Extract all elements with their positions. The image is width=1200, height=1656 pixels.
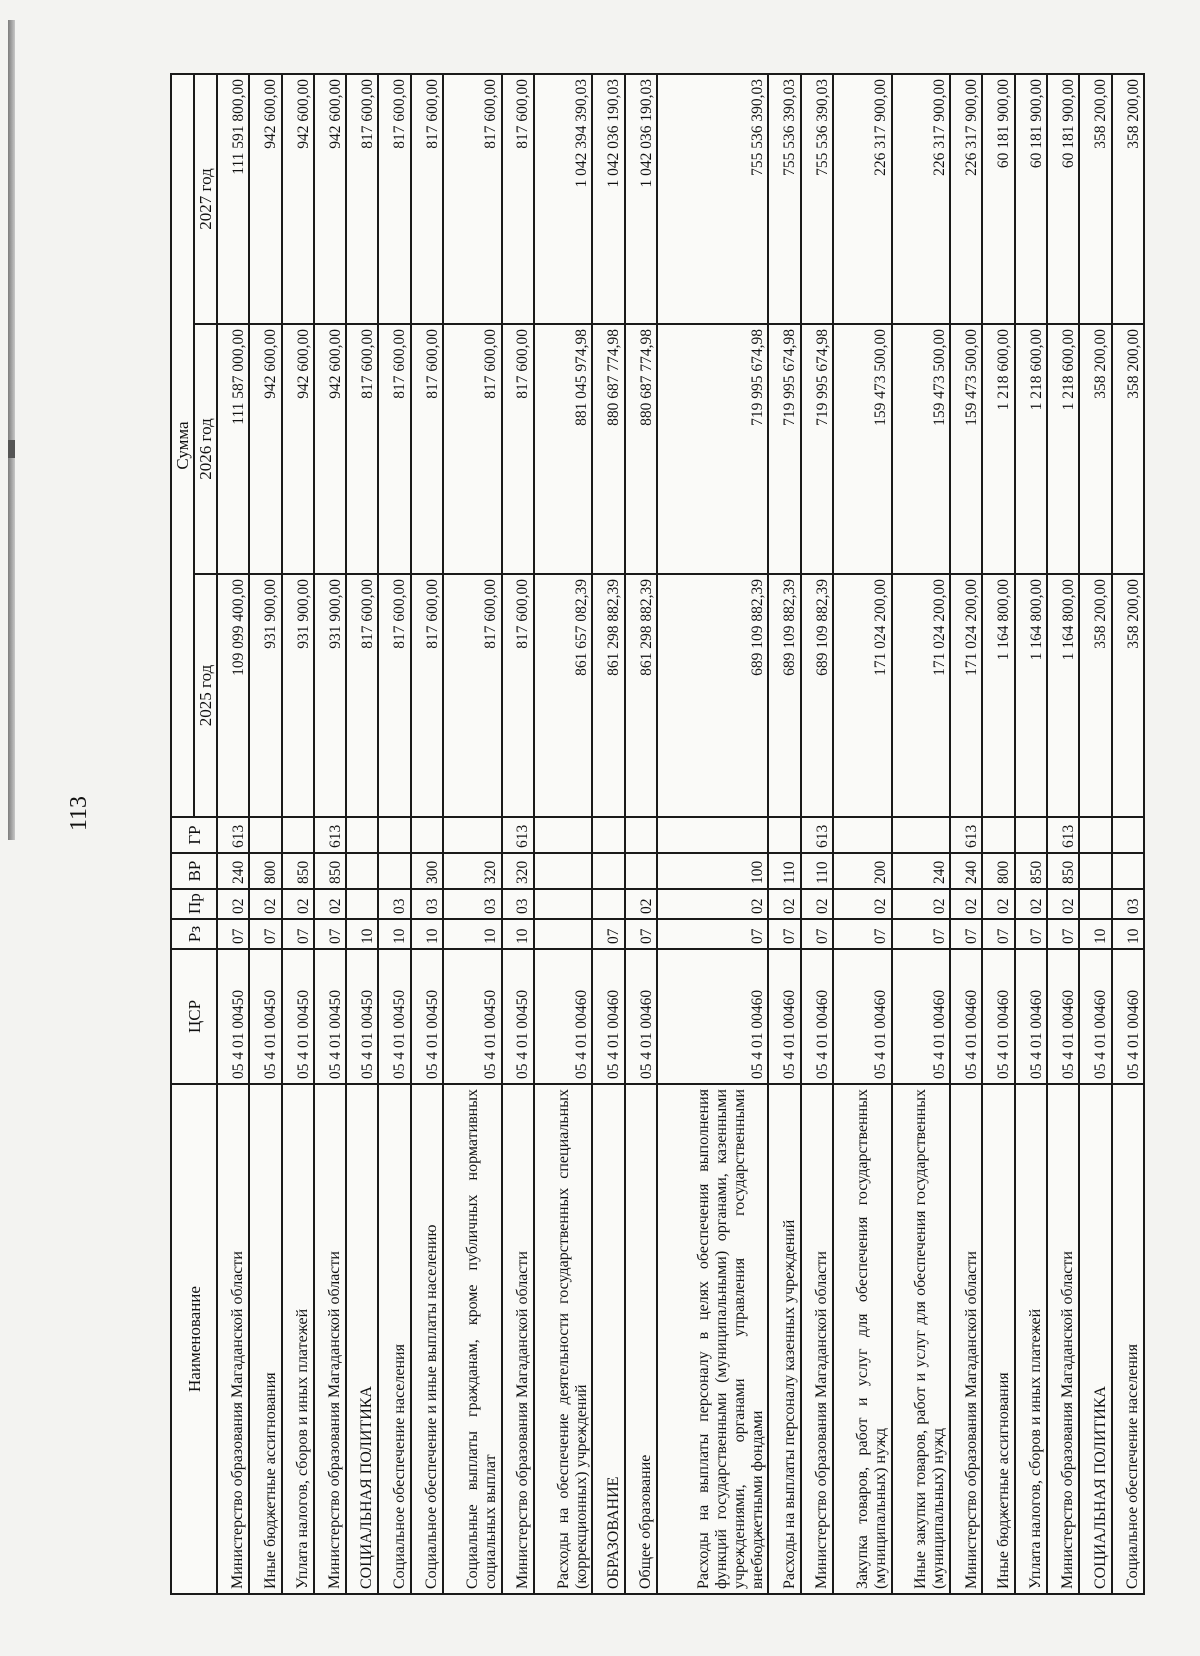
row-sum-2026: 159 473 500,00: [950, 324, 982, 574]
table-row: [217, 74, 249, 1594]
header-pr: Пр: [171, 889, 217, 919]
header-rz: Рз: [171, 919, 217, 949]
row-gr: [1015, 817, 1047, 853]
table-row: [982, 74, 1014, 1594]
row-gr: [625, 817, 657, 853]
row-sum-2026: 880 687 774,98: [592, 324, 624, 574]
row-csr: 05 4 01 00460: [1015, 949, 1047, 1084]
row-name: Уплата налогов, сборов и иных платежей: [1015, 1084, 1047, 1594]
table-row: [892, 74, 951, 1594]
row-vr: [534, 853, 593, 889]
row-name: Общее образование: [625, 1084, 657, 1594]
header-year-2025: 2025 год: [194, 574, 217, 817]
row-pr: 02: [282, 889, 314, 919]
row-sum-2026: 817 600,00: [378, 324, 410, 574]
row-sum-2025: 817 600,00: [502, 574, 534, 817]
table-row: [625, 74, 657, 1594]
row-vr: 800: [982, 853, 1014, 889]
row-gr: [378, 817, 410, 853]
row-sum-2026: 358 200,00: [1079, 324, 1111, 574]
row-rz: 10: [411, 919, 443, 949]
row-vr: 200: [833, 853, 892, 889]
row-sum-2025: 109 099 400,00: [217, 574, 249, 817]
row-rz: 07: [282, 919, 314, 949]
row-gr: 613: [502, 817, 534, 853]
row-sum-2025: 817 600,00: [346, 574, 378, 817]
row-sum-2027: 1 042 036 190,03: [625, 74, 657, 324]
row-vr: [346, 853, 378, 889]
table-row: [1015, 74, 1047, 1594]
row-pr: 02: [625, 889, 657, 919]
row-pr: [534, 889, 593, 919]
row-name: Иные закупки товаров, работ и услуг для обеспечения государственных (муниципальных) нужд: [892, 1084, 951, 1594]
row-pr: 03: [411, 889, 443, 919]
row-name: СОЦИАЛЬНАЯ ПОЛИТИКА: [1079, 1084, 1111, 1594]
row-sum-2027: 817 600,00: [378, 74, 410, 324]
row-csr: 05 4 01 00460: [625, 949, 657, 1084]
row-vr: 850: [1015, 853, 1047, 889]
row-csr: 05 4 01 00460: [982, 949, 1014, 1084]
row-sum-2027: 942 600,00: [249, 74, 281, 324]
row-csr: 05 4 01 00460: [1112, 949, 1144, 1084]
row-sum-2027: 817 600,00: [411, 74, 443, 324]
row-sum-2025: 689 109 882,39: [768, 574, 800, 817]
table-row: [502, 74, 534, 1594]
row-csr: 05 4 01 00460: [534, 949, 593, 1084]
row-sum-2027: 1 042 036 190,03: [592, 74, 624, 324]
row-gr: 613: [314, 817, 346, 853]
row-gr: [592, 817, 624, 853]
table-row: [1047, 74, 1079, 1594]
row-name: Социальное обеспечение населения: [1112, 1084, 1144, 1594]
row-csr: 05 4 01 00450: [346, 949, 378, 1084]
row-csr: 05 4 01 00460: [657, 949, 768, 1084]
row-sum-2026: 942 600,00: [314, 324, 346, 574]
row-sum-2026: 942 600,00: [249, 324, 281, 574]
row-vr: 110: [801, 853, 833, 889]
row-vr: 850: [314, 853, 346, 889]
table-row: [443, 74, 502, 1594]
row-name: Уплата налогов, сборов и иных платежей: [282, 1084, 314, 1594]
row-pr: 02: [768, 889, 800, 919]
row-gr: 613: [950, 817, 982, 853]
row-sum-2025: 1 164 800,00: [1015, 574, 1047, 817]
row-vr: [1112, 853, 1144, 889]
row-pr: 02: [217, 889, 249, 919]
row-rz: 10: [378, 919, 410, 949]
header-year-2026: 2026 год: [194, 324, 217, 574]
row-sum-2027: 60 181 900,00: [982, 74, 1014, 324]
table-row: [1112, 74, 1144, 1594]
row-csr: 05 4 01 00450: [217, 949, 249, 1084]
row-gr: [443, 817, 502, 853]
row-pr: 02: [657, 889, 768, 919]
row-vr: 850: [282, 853, 314, 889]
table-row: [411, 74, 443, 1594]
scan-edge-mark: [8, 440, 15, 458]
row-gr: [282, 817, 314, 853]
row-pr: 02: [892, 889, 951, 919]
row-csr: 05 4 01 00450: [443, 949, 502, 1084]
row-rz: 07: [768, 919, 800, 949]
row-name: Социальное обеспечение и иные выплаты населению: [411, 1084, 443, 1594]
row-name: ОБРАЗОВАНИЕ: [592, 1084, 624, 1594]
row-vr: [378, 853, 410, 889]
row-sum-2027: 226 317 900,00: [892, 74, 951, 324]
row-pr: 02: [801, 889, 833, 919]
table-row: [249, 74, 281, 1594]
row-sum-2026: 881 045 974,98: [534, 324, 593, 574]
row-csr: 05 4 01 00460: [892, 949, 951, 1084]
row-vr: 100: [657, 853, 768, 889]
row-gr: [1079, 817, 1111, 853]
row-rz: 07: [657, 919, 768, 949]
header-name: Наименование: [171, 1084, 217, 1594]
row-rz: 07: [950, 919, 982, 949]
row-gr: [411, 817, 443, 853]
row-rz: [534, 919, 593, 949]
row-gr: [768, 817, 800, 853]
row-sum-2026: 817 600,00: [346, 324, 378, 574]
row-sum-2025: 931 900,00: [314, 574, 346, 817]
row-sum-2027: 60 181 900,00: [1015, 74, 1047, 324]
row-name: Иные бюджетные ассигнования: [982, 1084, 1014, 1594]
row-sum-2027: 358 200,00: [1079, 74, 1111, 324]
row-rz: 07: [314, 919, 346, 949]
row-rz: 07: [249, 919, 281, 949]
scan-edge-shadow: [8, 20, 15, 840]
row-pr: [346, 889, 378, 919]
row-sum-2025: 358 200,00: [1079, 574, 1111, 817]
row-sum-2027: 817 600,00: [502, 74, 534, 324]
row-name: Расходы на выплаты персоналу в целях обеспечения выполнения функций государственными (муниципальными) органами, казенными учреждениями, органами управления государственными внебюджетными фондами: [657, 1084, 768, 1594]
row-vr: 300: [411, 853, 443, 889]
row-sum-2026: 817 600,00: [502, 324, 534, 574]
row-csr: 05 4 01 00460: [1047, 949, 1079, 1084]
header-vr: ВР: [171, 853, 217, 889]
row-name: Министерство образования Магаданской области: [950, 1084, 982, 1594]
row-sum-2026: 1 218 600,00: [1047, 324, 1079, 574]
table-row: [1079, 74, 1111, 1594]
row-rz: 10: [502, 919, 534, 949]
rotated-sheet: [170, 75, 1145, 1595]
row-rz: 07: [625, 919, 657, 949]
row-csr: 05 4 01 00460: [768, 949, 800, 1084]
row-sum-2026: 817 600,00: [411, 324, 443, 574]
row-name: Министерство образования Магаданской области: [217, 1084, 249, 1594]
row-vr: [1079, 853, 1111, 889]
row-rz: 10: [346, 919, 378, 949]
row-vr: 240: [892, 853, 951, 889]
row-rz: 07: [217, 919, 249, 949]
row-sum-2025: 817 600,00: [411, 574, 443, 817]
row-gr: [833, 817, 892, 853]
row-gr: [1112, 817, 1144, 853]
row-sum-2027: 755 536 390,03: [801, 74, 833, 324]
row-sum-2026: 1 218 600,00: [982, 324, 1014, 574]
row-name: Министерство образования Магаданской области: [502, 1084, 534, 1594]
row-vr: 320: [443, 853, 502, 889]
row-sum-2025: 1 164 800,00: [1047, 574, 1079, 817]
page-number: 113: [66, 795, 93, 832]
row-sum-2025: 861 298 882,39: [625, 574, 657, 817]
row-rz: 07: [1047, 919, 1079, 949]
row-sum-2025: 171 024 200,00: [833, 574, 892, 817]
table-row: [314, 74, 346, 1594]
row-csr: 05 4 01 00460: [950, 949, 982, 1084]
row-sum-2027: 226 317 900,00: [950, 74, 982, 324]
row-name: Министерство образования Магаданской области: [801, 1084, 833, 1594]
row-sum-2026: 719 995 674,98: [768, 324, 800, 574]
row-sum-2025: 861 657 082,39: [534, 574, 593, 817]
row-pr: 02: [833, 889, 892, 919]
row-sum-2025: 931 900,00: [249, 574, 281, 817]
header-sum: Сумма: [171, 74, 194, 817]
row-name: Закупка товаров, работ и услуг для обеспечения государственных (муниципальных) нужд: [833, 1084, 892, 1594]
row-sum-2026: 817 600,00: [443, 324, 502, 574]
row-vr: [625, 853, 657, 889]
row-gr: [982, 817, 1014, 853]
row-sum-2026: 159 473 500,00: [833, 324, 892, 574]
row-vr: 800: [249, 853, 281, 889]
row-vr: 240: [217, 853, 249, 889]
row-sum-2026: 880 687 774,98: [625, 324, 657, 574]
table-row: [950, 74, 982, 1594]
row-vr: 850: [1047, 853, 1079, 889]
row-csr: 05 4 01 00450: [378, 949, 410, 1084]
header-year-2027: 2027 год: [194, 74, 217, 324]
row-pr: 03: [502, 889, 534, 919]
row-sum-2027: 226 317 900,00: [833, 74, 892, 324]
row-sum-2025: 861 298 882,39: [592, 574, 624, 817]
row-pr: 02: [249, 889, 281, 919]
row-csr: 05 4 01 00450: [249, 949, 281, 1084]
row-vr: 240: [950, 853, 982, 889]
row-rz: 10: [1112, 919, 1144, 949]
row-rz: 07: [1015, 919, 1047, 949]
row-sum-2027: 358 200,00: [1112, 74, 1144, 324]
row-pr: 02: [1047, 889, 1079, 919]
row-sum-2027: 817 600,00: [346, 74, 378, 324]
table-body: [217, 74, 1144, 1594]
row-pr: [1079, 889, 1111, 919]
row-csr: 05 4 01 00460: [592, 949, 624, 1084]
row-sum-2026: 719 995 674,98: [657, 324, 768, 574]
row-sum-2025: 817 600,00: [378, 574, 410, 817]
row-csr: 05 4 01 00460: [833, 949, 892, 1084]
row-name: Социальное обеспечение населения: [378, 1084, 410, 1594]
row-gr: [249, 817, 281, 853]
row-pr: 03: [1112, 889, 1144, 919]
row-sum-2025: 817 600,00: [443, 574, 502, 817]
row-pr: 02: [314, 889, 346, 919]
row-sum-2025: 171 024 200,00: [950, 574, 982, 817]
row-name: Министерство образования Магаданской области: [1047, 1084, 1079, 1594]
row-vr: 320: [502, 853, 534, 889]
row-rz: 10: [1079, 919, 1111, 949]
row-sum-2025: 1 164 800,00: [982, 574, 1014, 817]
row-name: Социальные выплаты гражданам, кроме публичных нормативных социальных выплат: [443, 1084, 502, 1594]
row-gr: [892, 817, 951, 853]
row-sum-2026: 159 473 500,00: [892, 324, 951, 574]
row-gr: 613: [217, 817, 249, 853]
row-csr: 05 4 01 00460: [1079, 949, 1111, 1084]
table-row: [657, 74, 768, 1594]
row-pr: 03: [378, 889, 410, 919]
row-rz: 07: [833, 919, 892, 949]
table-row: [346, 74, 378, 1594]
row-sum-2026: 358 200,00: [1112, 324, 1144, 574]
table-row: [833, 74, 892, 1594]
table-row: [534, 74, 593, 1594]
table-row: [768, 74, 800, 1594]
row-csr: 05 4 01 00460: [801, 949, 833, 1084]
row-rz: 10: [443, 919, 502, 949]
row-gr: 613: [1047, 817, 1079, 853]
table-header: [171, 74, 217, 1594]
row-sum-2026: 719 995 674,98: [801, 324, 833, 574]
row-pr: 02: [1015, 889, 1047, 919]
header-gr: ГР: [171, 817, 217, 853]
row-sum-2027: 755 536 390,03: [657, 74, 768, 324]
row-name: Расходы на обеспечение деятельности государственных специальных (коррекционных) учреждений: [534, 1084, 593, 1594]
row-name: Министерство образования Магаданской области: [314, 1084, 346, 1594]
row-sum-2026: 1 218 600,00: [1015, 324, 1047, 574]
row-pr: 03: [443, 889, 502, 919]
row-rz: 07: [892, 919, 951, 949]
row-sum-2027: 942 600,00: [314, 74, 346, 324]
row-name: Расходы на выплаты персоналу казенных учреждений: [768, 1084, 800, 1594]
row-sum-2027: 111 591 800,00: [217, 74, 249, 324]
row-csr: 05 4 01 00450: [502, 949, 534, 1084]
row-vr: [592, 853, 624, 889]
row-sum-2025: 358 200,00: [1112, 574, 1144, 817]
row-sum-2025: 931 900,00: [282, 574, 314, 817]
row-pr: [592, 889, 624, 919]
row-gr: 613: [801, 817, 833, 853]
table-row: [801, 74, 833, 1594]
row-sum-2027: 1 042 394 390,03: [534, 74, 593, 324]
row-sum-2027: 817 600,00: [443, 74, 502, 324]
row-name: Иные бюджетные ассигнования: [249, 1084, 281, 1594]
row-gr: [534, 817, 593, 853]
row-gr: [657, 817, 768, 853]
header-csr: ЦСР: [171, 949, 217, 1084]
row-sum-2026: 942 600,00: [282, 324, 314, 574]
row-vr: 110: [768, 853, 800, 889]
row-sum-2026: 111 587 000,00: [217, 324, 249, 574]
row-sum-2025: 171 024 200,00: [892, 574, 951, 817]
budget-table: [170, 73, 1145, 1595]
row-pr: 02: [950, 889, 982, 919]
row-sum-2025: 689 109 882,39: [657, 574, 768, 817]
row-name: СОЦИАЛЬНАЯ ПОЛИТИКА: [346, 1084, 378, 1594]
row-csr: 05 4 01 00450: [314, 949, 346, 1084]
row-csr: 05 4 01 00450: [411, 949, 443, 1084]
row-csr: 05 4 01 00450: [282, 949, 314, 1084]
row-sum-2027: 755 536 390,03: [768, 74, 800, 324]
row-sum-2027: 942 600,00: [282, 74, 314, 324]
row-sum-2027: 60 181 900,00: [1047, 74, 1079, 324]
table-row: [592, 74, 624, 1594]
row-gr: [346, 817, 378, 853]
row-rz: 07: [592, 919, 624, 949]
row-sum-2025: 689 109 882,39: [801, 574, 833, 817]
table-row: [282, 74, 314, 1594]
row-rz: 07: [982, 919, 1014, 949]
row-rz: 07: [801, 919, 833, 949]
row-pr: 02: [982, 889, 1014, 919]
table-row: [378, 74, 410, 1594]
